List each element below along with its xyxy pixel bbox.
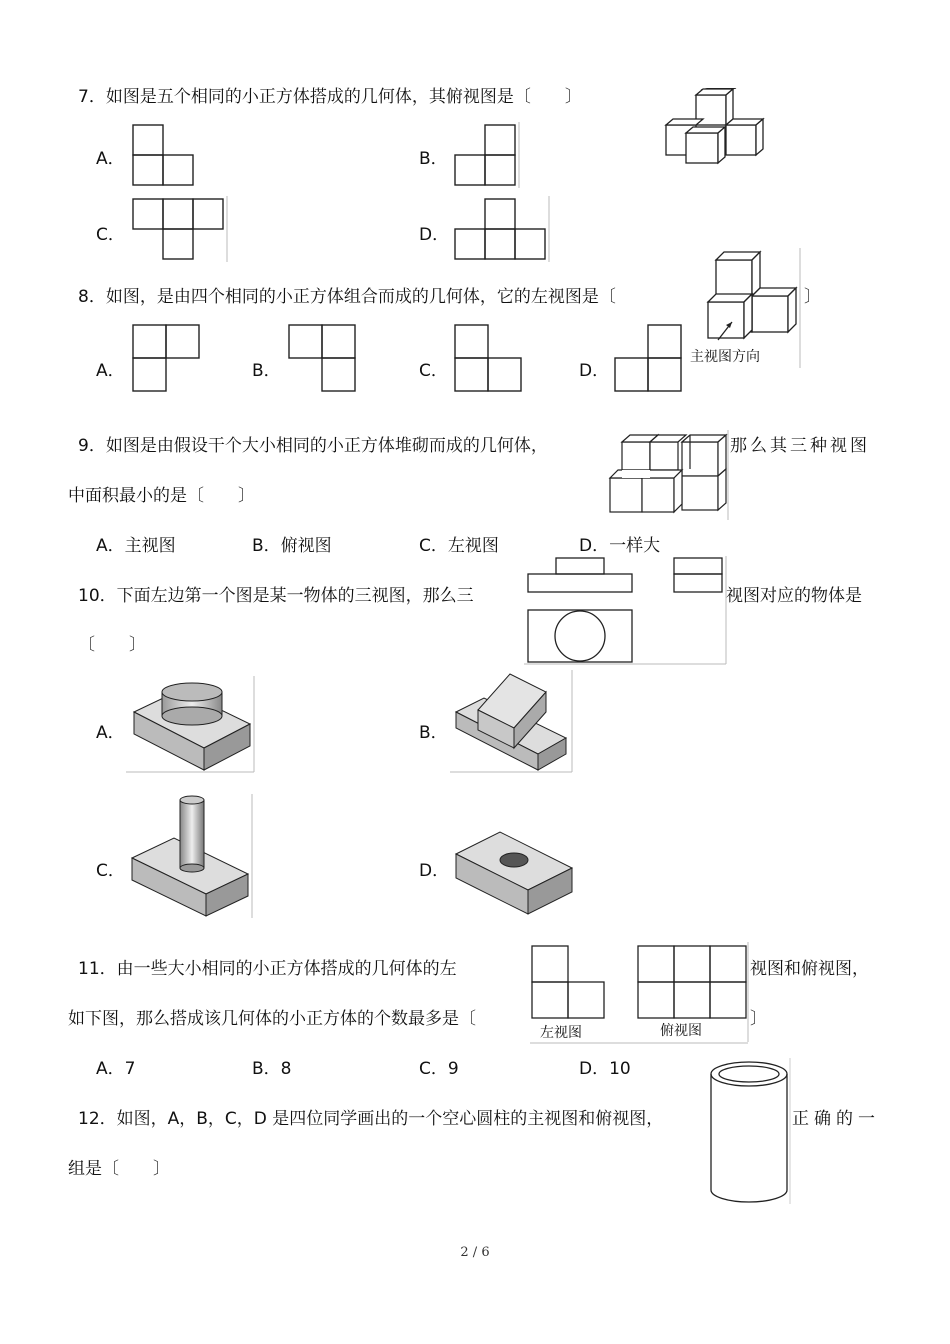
q9-option-b[interactable]: B．俯视图 bbox=[252, 536, 332, 556]
q7-stem: 7．如图是五个相同的小正方体搭成的几何体，其俯视图是〔 〕 bbox=[78, 87, 582, 107]
q11-stem-line2: 如下图，那么搭成该几何体的小正方体的个数最多是〔 bbox=[68, 1009, 476, 1029]
q11-stem-continued: 视图和俯视图， bbox=[750, 959, 869, 979]
q10-option-c-label: C． bbox=[96, 861, 125, 881]
q10-stem-continued: 视图对应的物体是 bbox=[726, 586, 862, 606]
q9-stem: 9．如图是由假设干个大小相同的小正方体堆砌而成的几何体， bbox=[78, 436, 548, 456]
q10-option-a-label: A． bbox=[96, 723, 125, 743]
q10-stem: 10．下面左边第一个图是某一物体的三视图，那么三 bbox=[78, 586, 474, 606]
q7-cube-figure bbox=[663, 88, 773, 168]
q8-option-c-figure[interactable] bbox=[452, 322, 524, 392]
q8-option-d-figure[interactable] bbox=[612, 322, 684, 392]
q8-option-a-label: A． bbox=[96, 361, 125, 381]
q8-option-d-label: D． bbox=[579, 361, 610, 381]
q11-option-a[interactable]: A．7 bbox=[96, 1059, 136, 1079]
q12-stem-continued: 正确的一 bbox=[792, 1109, 880, 1129]
q8-stem: 8．如图，是由四个相同的小正方体组合而成的几何体，它的左视图是〔 bbox=[78, 287, 616, 307]
q10-option-c-figure[interactable] bbox=[126, 794, 256, 920]
q8-figure-direction-label: 主视图方向 bbox=[690, 349, 760, 365]
q9-option-a[interactable]: A．主视图 bbox=[96, 536, 176, 556]
q7-option-a-label: A． bbox=[96, 149, 125, 169]
q9-option-d[interactable]: D．一样大 bbox=[579, 536, 661, 556]
q10-option-d-figure[interactable] bbox=[452, 822, 578, 920]
q10-stem-line2: 〔 〕 bbox=[78, 635, 146, 655]
q11-option-d[interactable]: D．10 bbox=[579, 1059, 631, 1079]
q8-option-a-figure[interactable] bbox=[130, 322, 202, 392]
q8-option-c-label: C． bbox=[419, 361, 448, 381]
q9-stem-line2: 中面积最小的是〔 〕 bbox=[68, 486, 255, 506]
q10-option-d-label: D． bbox=[419, 861, 450, 881]
q7-option-c-figure[interactable] bbox=[130, 196, 230, 264]
q7-option-d-label: D． bbox=[419, 225, 450, 245]
q7-option-d-figure[interactable] bbox=[452, 196, 552, 264]
q10-option-b-label: B． bbox=[419, 723, 448, 743]
q12-hollow-cylinder-figure bbox=[706, 1058, 792, 1206]
q12-stem: 12．如图，A，B，C，D 是四位同学画出的一个空心圆柱的主视图和俯视图， bbox=[78, 1109, 664, 1129]
q11-top-view-label: 俯视图 bbox=[660, 1023, 702, 1039]
q11-option-b[interactable]: B．8 bbox=[252, 1059, 292, 1079]
q7-option-a-figure[interactable] bbox=[130, 122, 198, 190]
q7-option-c-label: C． bbox=[96, 225, 125, 245]
q8-option-b-figure[interactable] bbox=[286, 322, 358, 392]
q11-left-view-label: 左视图 bbox=[540, 1025, 582, 1041]
q11-stem: 11．由一些大小相同的小正方体搭成的几何体的左 bbox=[78, 959, 457, 979]
q8-stem-end: 〕 bbox=[804, 287, 821, 307]
q7-option-b-figure[interactable] bbox=[452, 122, 522, 190]
q10-option-a-figure[interactable] bbox=[126, 676, 258, 774]
q9-cube-figure bbox=[606, 430, 732, 522]
q11-option-c[interactable]: C．9 bbox=[419, 1059, 459, 1079]
q10-option-b-figure[interactable] bbox=[450, 670, 576, 774]
q11-stem-end: 〕 bbox=[750, 1009, 767, 1029]
q12-stem-line2: 组是〔 〕 bbox=[68, 1159, 170, 1179]
q9-stem-continued: 那么其三种视图 bbox=[730, 436, 870, 456]
q10-three-view-figure bbox=[524, 556, 728, 666]
q7-option-b-label: B． bbox=[419, 149, 448, 169]
q8-option-b-label: B． bbox=[252, 361, 281, 381]
q9-option-c[interactable]: C．左视图 bbox=[419, 536, 499, 556]
page-number: 2 / 6 bbox=[460, 1245, 490, 1260]
